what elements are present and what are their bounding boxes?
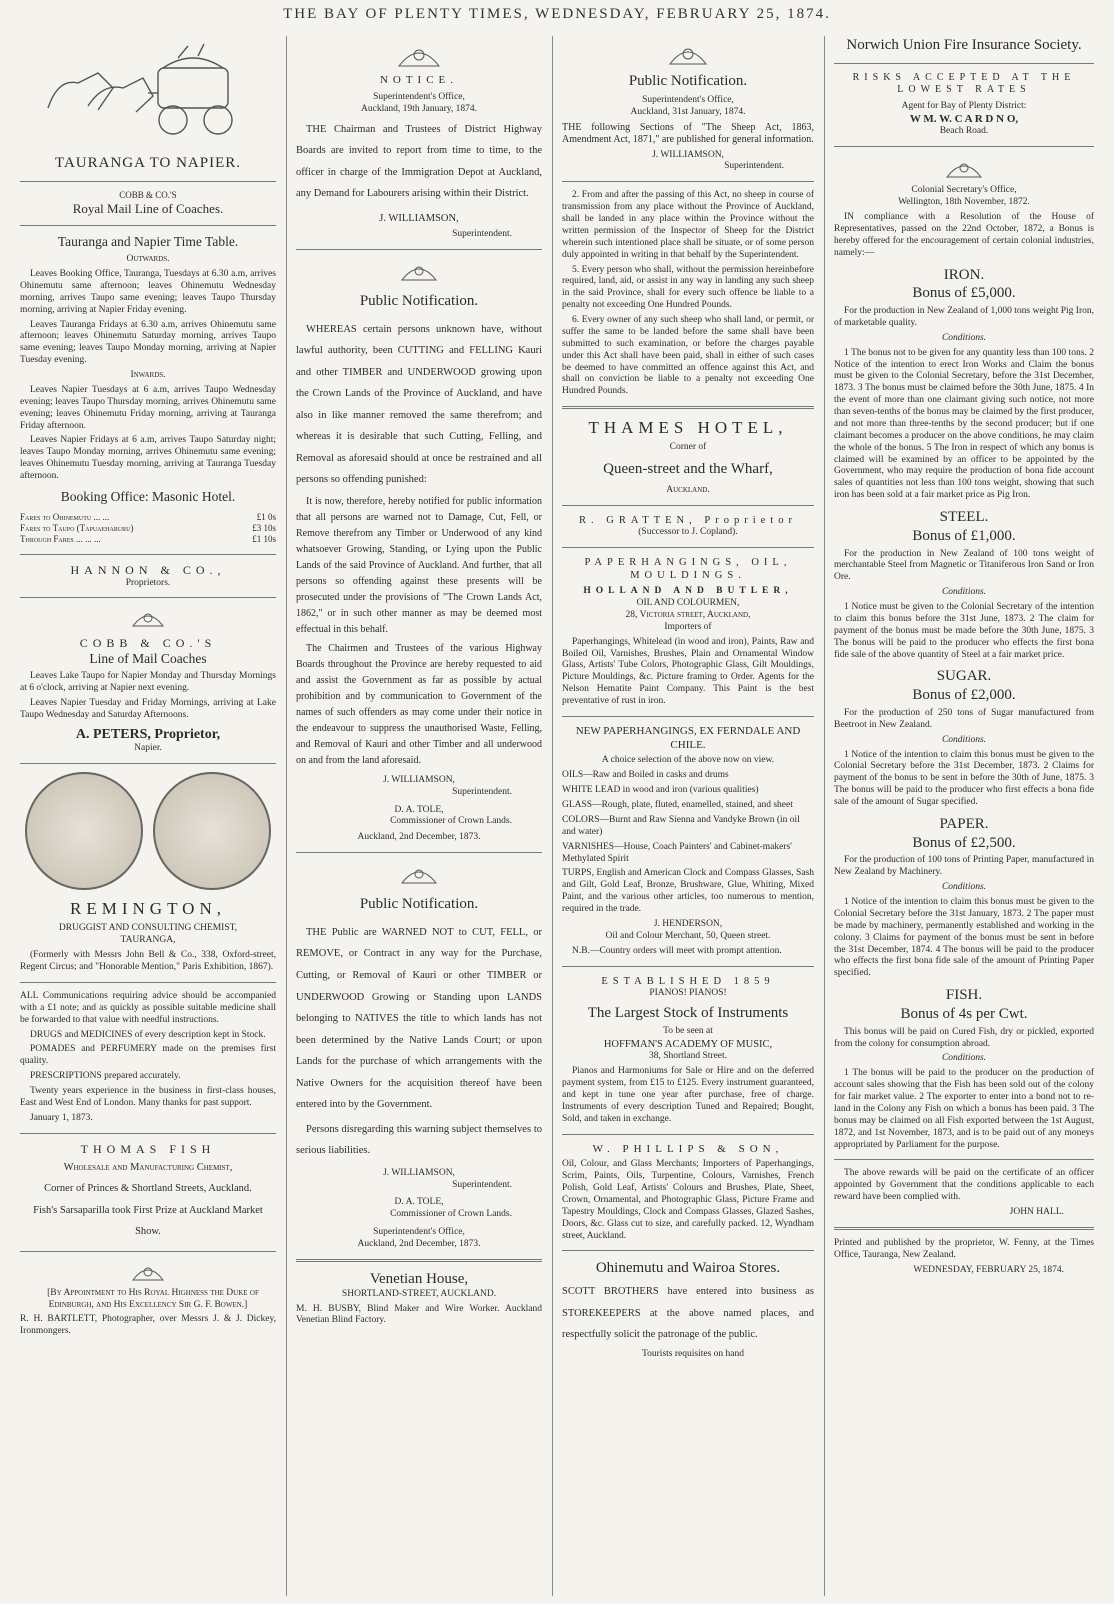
public-notification-heading-2: Public Notification. — [359, 896, 479, 913]
booking-office: Booking Office: Masonic Hotel. — [60, 488, 236, 504]
sugar-description: For the production of 250 tons of Sugar manufactured from Beetroot in New Zealand. — [834, 707, 1094, 730]
iron-bonus: Bonus of £5,000. — [912, 285, 1016, 302]
royal-crest-icon — [397, 861, 441, 887]
royal-crest-icon — [942, 155, 986, 181]
remington-name: REMINGTON, — [70, 899, 226, 919]
exhibition-medal-reverse — [153, 772, 271, 890]
scott-brothers-ad: SCOTT BROTHERS have entered into business as STOREKEEPERS at the above named places, and respectfully solicit the patronage of the public. — [562, 1286, 814, 1341]
column-4 — [828, 36, 1100, 1596]
new-paperhangings-heading: NEW PAPERHANGINGS, EX FERNDALE AND CHILE. — [575, 724, 801, 751]
druggist-title: DRUGGIST AND CONSULTING CHEMIST, — [58, 923, 238, 934]
cobb-label: COBB & CO.'S — [119, 189, 177, 200]
busby-ad: M. H. BUSBY, Blind Maker and Wire Worker. Auckland Venetian Blind Factory. — [296, 1303, 542, 1326]
phillips-name: W. PHILLIPS & SON, — [592, 1142, 784, 1155]
fares-table — [20, 512, 276, 546]
peters-location: Napier. — [134, 743, 162, 754]
public-notification-heading: Public Notification. — [628, 73, 748, 89]
fish-conditions: 1 The bonus will be paid to the producer on the production of account sales showing that the Fish has been sold out of the colony for fair market value. 2 The exporter to enter into a bond not to re-land in the Colony any Fish on which a bonus has been paid. 3 The bonus may be claimed on all Fish exported between the 1st August, 1872, and 1st November, 1873, and is to be paid out of any moneys appropriated by Parliament for the purpose. — [834, 1068, 1094, 1150]
cobb-schedule-2: Leaves Napier Tuesday and Friday Mornings, arriving at Lake Taupo Wednesday and Saturday Afternoons. — [20, 698, 276, 720]
steel-bonus: Bonus of £1,000. — [912, 527, 1016, 544]
iron-conditions: 1 The bonus not to be given for any quantity less than 100 tons. 2 Notice of the intention to erect Iron Works and Claim the bonus must be given to the Colonial Secretary, before the 31st December, 1873. 3 The bonus must be claimed before the 30th June, 1875. 4 In the event of more than one claimant giving such notice, not more than seven-tenths of the bonus may be claimed by the first producer, and not more than three-tenths by the second producer; but if one claimant becomes a producer on the above conditions, he may claim the whole of the bonus. 5 The Iron in respect of which any bonus is claimed will be examined by an officer to be appointed by the Government, who may require the production of bona fide account sales of quantities not less than 100 tons weight, showing that such iron has been sold at a fair market price as Pig Iron. — [834, 347, 1094, 501]
signature-williamson-2: J. WILLIAMSON, — [383, 1167, 455, 1178]
bonus-intro: IN compliance with a Resolution of the House of Representatives, passed on the 22nd October, 1872, a Bonus is hereby offered for the encouragement of certain colonial industries, namely:— — [834, 212, 1094, 258]
public-notification-heading: Public Notification. — [359, 292, 479, 309]
agent-label: Agent for Bay of Plenty District: — [901, 100, 1027, 111]
signature-williamson-title: Superintendent. — [452, 786, 512, 797]
persons-paragraph: Persons disregarding this warning subject themselves to serious liabilities. — [296, 1123, 542, 1157]
glass-item: GLASS—Rough, plate, fluted, enamelled, stained, and sheet — [562, 800, 793, 810]
steel-conditions-label: Conditions. — [941, 587, 987, 598]
steel-conditions: 1 Notice must be given to the Colonial Secretary of the intention to claim this bonus before the 31st June, 1873. 2 The claim for payment of the bonus must be made before the 30th June, 1875. 3 The bonus will be paid to the producer who effects the first bona fide sale of the above quantity of Steel at a fair market price. — [834, 602, 1094, 660]
risks-accepted: RISKS ACCEPTED AT THE LOWEST RATES — [852, 71, 1076, 96]
tourists-note: Tourists requisites on hand — [642, 1348, 744, 1359]
fish-heading: FISH. — [945, 987, 983, 1004]
paperhangings-list: Paperhangings, Whitelead (in wood and iron), Paints, Raw and Boiled Oil, Varnishes, Brushes, Plain and Ornamental Window Glass, Artists' Tube Colors, Photographic Glass, Gilt Mouldings, Picture Mouldings, &c. Picture framing to Order. Agents for the Nelson Hematite Paint Company. This Paint is the best preventative of rust in iron. — [562, 636, 814, 706]
column-rule — [552, 36, 553, 1596]
phillips-body: Oil, Colour, and Glass Merchants; Importers of Paperhangings, Scrim, Paints, Oils, Turpentine, Colours, Varnishes, French Polish, Gold Leaf, Artists' Colours and Brushes, Plate, Sheet, Crown, Ornamental, and Photographic Glass, Picture Frame and Tapestry Mouldings, Clock and Compass Glasses, Glazed Sashes, Doors, &c. Glass cut to size, and carefully packed. 12, Wyndham street, Auckland. — [562, 1159, 814, 1241]
column-rule — [824, 36, 825, 1596]
timetable-title: Tauranga and Napier Time Table. — [57, 234, 239, 250]
inward-trip-2: Leaves Napier Fridays at 6 a.m, arrives Taupo Saturday night; leaves Taupo Monday morning, arrives Ohinemutu same evening; leaves Ohinemutu Tuesday morning, arriving at Tauranga Tuesday afternoon. — [20, 435, 276, 481]
line-of-mail-coaches: Line of Mail Coaches — [89, 651, 207, 667]
paper-bonus: Bonus of £2,500. — [912, 834, 1016, 851]
printer-imprint: Printed and published by the proprietor, W. Fenny, at the Times Office, Tauranga, New Zealand. — [834, 1237, 1094, 1260]
paper-description: For the production of 100 tons of Printing Paper, manufactured in New Zealand by Machinery. — [834, 855, 1094, 878]
sugar-conditions: 1 Notice of the intention to claim this bonus must be given to the Colonial Secretary before the 31st December, 1873. 2 Claims for payment of the bonus to be sent in before the 30th of June, 1875. 3 The bonus will be paid to the producer who first effects a bona fide sale of the amount of Sugar specified. — [834, 749, 1094, 807]
holland-butler-address: 28, Victoria street, Auckland, — [625, 609, 751, 620]
royal-crest-icon — [128, 1260, 168, 1284]
paper-heading: PAPER. — [939, 815, 989, 832]
office-line: Superintendent's Office, — [373, 1227, 465, 1238]
remington-prescriptions: PRESCRIPTIONS prepared accurately. — [30, 1071, 181, 1082]
sheep-section-6: 6. Every owner of any such sheep who shall land, or permit, or suffer the same to be landed before the same shall have been submitted to such examination, or before the charges payable under this Act shall have been paid, shall in either of such cases be deemed to have committed an offence against this Act, and shall on conviction be liable to a penalty not exceeding One Hundred Pounds. — [562, 315, 814, 397]
sheep-act-intro: THE following Sections of "The Sheep Act, 1863, Amendment Act, 1871," are published for general information. — [562, 121, 814, 145]
chairmen-paragraph: The Chairmen and Trustees of the various Highway Boards throughout the Province are hereby requested to aid and assist the Government as far as possible by actual prohibition and by communication to Government of the names of such offenders as may come under their notice in the endeavour to suppress the unauthorised Waste, Felling, and Removal of Kauri and other Timber and all underwood on and from the land aforesaid. — [296, 642, 542, 766]
signature: J. WILLIAMSON, — [652, 149, 724, 160]
fare-row: Fares to Taupo (Tapuaeharuru) £3 10s — [20, 523, 276, 533]
exhibition-medal-obverse — [25, 772, 143, 890]
oils-item: OILS—Raw and Boiled in casks and drums — [562, 770, 729, 781]
remington-communications: ALL Communications requiring advice should be accompanied with a £1 note; and as quickly as possible suitable medicine shall be forwarded to that value with needful instructions. — [20, 990, 276, 1025]
imprint-date: WEDNESDAY, FEBRUARY 25, 1874. — [913, 1264, 1064, 1275]
piano-terms: Pianos and Harmoniums for Sale or Hire and on the deferred payment system, from £15 to £125. Every instrument guaranteed, and kept in tune one year after purchase, free of charge. Instruments of every description Tuned and Repaired; Bought, Sold, and taken in exchange. — [562, 1066, 814, 1124]
notification-date: Auckland, 2nd December, 1873. — [357, 832, 481, 843]
remington-location: TAURANGA, — [120, 935, 176, 946]
sugar-heading: SUGAR. — [936, 668, 992, 685]
established-heading: ESTABLISHED 1859 — [601, 975, 775, 987]
sheep-section-5: 5. Every person who shall, without the permission hereinbefore required, land, aid, or assist in any way in landing any such sheep in the said Province, shall for every such offence be liable to a penalty not exceeding One Hundred Pounds. — [562, 264, 814, 311]
gratten-proprietor: R. GRATTEN, Proprietor — [579, 514, 797, 526]
inwards-heading: Inwards. — [130, 370, 166, 380]
white-lead-item: WHITE LEAD in wood and iron (various qualities) — [562, 785, 759, 796]
thomas-fish-title: Wholesale and Manufacturing Chemist, — [63, 1161, 233, 1173]
notice-date: Auckland, 19th January, 1874. — [361, 103, 477, 114]
royal-appointment: [By Appointment to His Royal Highness the Duke of Edinburgh, and His Excellency Sir G. F. Bowen.] — [47, 1287, 259, 1310]
inward-trip-1: Leaves Napier Tuesdays at 6 a.m, arrives Taupo Wednesday evening; leaves Taupo Thursday morning, arrives Ohinemutu same evening; leaves Ohinemutu Friday morning, arriving at Tauranga Friday afternoon. — [20, 384, 276, 431]
remington-formerly: (Formerly with Messrs John Bell & Co., 338, Oxford-street, Regent Circus; and "Honorable Mention," Paris Exhibition, 1867). — [20, 950, 276, 972]
bartlett-ad: R. H. BARTLETT, Photographer, over Messrs J. & J. Dickey, Ironmongers. — [20, 1314, 276, 1337]
medal-images — [20, 772, 276, 890]
john-hall-signature: JOHN HALL. — [1009, 1207, 1064, 1217]
notification-date: Auckland, 31st January, 1874. — [630, 106, 746, 117]
column-1 — [14, 36, 282, 1596]
venetian-house-heading: Venetian House, — [369, 1270, 469, 1287]
thames-city: Auckland. — [666, 485, 710, 495]
paper-conditions: 1 Notice of the intention to claim this bonus must be given to the Colonial Secretary before the 31st January, 1873. 2 The paper must be made by machinery, permanently established and working in the colony. 3 Claims for payment of the bonus must be sent in before the 31st December, 1874. 4 The bonus will be paid to the producer who effects the first bona fide sale of the amount of Printing Paper specified. — [834, 897, 1094, 979]
royal-crest-icon — [665, 40, 711, 68]
holland-butler-name: HOLLAND AND BUTLER, — [583, 586, 793, 597]
to-be-seen: To be seen at — [663, 1026, 713, 1037]
sugar-bonus: Bonus of £2,000. — [912, 687, 1016, 704]
ohinemutu-stores-heading: Ohinemutu and Wairoa Stores. — [595, 1260, 781, 1277]
coach-heading: TAURANGA TO NAPIER. — [54, 155, 241, 171]
paper-conditions-label: Conditions. — [941, 882, 987, 893]
notified-paragraph: It is now, therefore, hereby notified for public information that all persons are warned not to Damage, Cut, Fell, or Remove therefrom any Timber or Underwood of any kind whatsoever Growing, Standing, or Lying upon the Public Lands of the said Province of Auckland. And further, that all persons so offending against these presents will be prosecuted under the provisions of "The Crown Lands Act, 1862," or in such other manner as may be deemed most effectual in this behalf. — [296, 495, 542, 635]
thames-address: Queen-street and the Wharf, — [603, 461, 773, 478]
steel-description: For the production in New Zealand of 100 tons weight of merchantable Steel from Magnetic or Titaniferous Iron Sand or Iron Ore. — [834, 548, 1094, 583]
royal-crest-icon — [394, 40, 444, 70]
cobb-heading: COBB & CO.'S — [79, 636, 217, 651]
fish-bonus: Bonus of 4s per Cwt. — [900, 1005, 1028, 1022]
column-rule — [286, 36, 287, 1596]
hoffman-academy: HOFFMAN'S ACADEMY OF MUSIC, — [603, 1039, 773, 1051]
notification-office: Superintendent's Office, — [642, 94, 734, 105]
thomas-fish-address: Corner of Princes & Shortland Streets, Auckland. — [44, 1183, 252, 1195]
royal-crest-icon — [397, 258, 441, 284]
outwards-heading: Outwards. — [126, 254, 170, 265]
royal-mail-title: Royal Mail Line of Coaches. — [72, 201, 224, 216]
hoffman-address: 38, Shortland Street. — [648, 1051, 728, 1062]
venetian-address: SHORTLAND-STREET, AUCKLAND. — [341, 1288, 497, 1299]
notice-office: Superintendent's Office, — [373, 91, 465, 102]
masthead: THE BAY OF PLENTY TIMES, WEDNESDAY, FEBRUARY 25, 1874. — [283, 6, 831, 22]
varnishes-item: VARNISHES—House, Coach Painters' and Cabinet-makers' Methylated Spirit — [562, 841, 792, 864]
remington-drugs: DRUGS and MEDICINES of every description kept in Stock. — [30, 1029, 266, 1040]
thames-corner: Corner of — [669, 442, 707, 453]
remington-pomades: POMADES and PERFUMERY made on the premises first quality. — [20, 1044, 276, 1067]
paperhangings-heading: PAPERHANGINGS, OIL, MOULDINGS. — [584, 556, 792, 581]
notice-signature: J. WILLIAMSON, — [379, 212, 459, 224]
iron-description: For the production in New Zealand of 1,000 tons weight Pig Iron, of marketable quality. — [834, 306, 1094, 328]
turps-item: TURPS, English and American Clock and Compass Glasses, Sash and Gilt, Gold Leaf, Bronze, Brushware, Glue, Whiting, Mixed Paint, and the various other articles, too numerous to mention, required in the trade. — [562, 868, 814, 914]
agent-name: W M. W. C A R D N O, — [909, 112, 1019, 125]
cobb-schedule-1: Leaves Lake Taupo for Napier Monday and Thursday Mornings at 6 o'clock, arriving at Napier next evening. — [20, 671, 276, 694]
outward-trip-2: Leaves Tauranga Fridays at 6.30 a.m, arrives Ohinemutu same afternoon; leaves Ohinemutu Saturday morning, arrives Taupo same evening; leaves Taupo Monday morning, arriving at Napier Tuesday evening. — [20, 319, 276, 366]
henderson-trade: Oil and Colour Merchant, 50, Queen street. — [605, 930, 771, 941]
gratten-successor: (Successor to J. Copland). — [638, 527, 738, 537]
colors-item: COLORS—Burnt and Raw Sienna and Vandyke Brown (in oil and water) — [562, 814, 800, 837]
choice-selection: A choice selection of the above now on view. — [601, 755, 775, 766]
stagecoach-illustration — [28, 38, 258, 148]
remington-experience: Twenty years experience in the business in first-class houses, East and West End of London. Many thanks for past support. — [20, 1086, 276, 1108]
column-3 — [556, 36, 820, 1596]
fare-row: Fares to Ohinemutu ... ... £1 0s — [20, 511, 276, 522]
peters-name: A. PETERS, Proprietor, — [75, 726, 221, 742]
notice-signature-title: Superintendent. — [452, 229, 512, 240]
henderson-name: J. HENDERSON, — [653, 918, 723, 929]
signature-williamson-2-title: Superintendent. — [452, 1179, 512, 1190]
thames-hotel-heading: THAMES HOTEL, — [588, 418, 788, 438]
iron-heading: IRON. — [943, 266, 985, 283]
outward-trip-1: Leaves Booking Office, Tauranga, Tuesdays at 6.30 a.m, arrives Ohinemutu same afternoon; leaves Ohinemutu Wednesday morning, arrives Taupo same evening; leaves Taupo Thursday morning, arriving at Napier Friday evening. — [20, 269, 276, 315]
importers-label: Importers of — [664, 621, 712, 632]
warning-paragraph: THE Public are WARNED NOT to CUT, FELL, or REMOVE, or Contract in any way for the Purchase, Cutting, or Removal of Kauri or other TIMBER or UNDERWOOD Growing or Standing upon LANDS belonging to NATIVES the title to which lands has not been determined by the Native Lands Court; or upon Lands for the purchase of which arrangements with the Native Owners for the acquisition thereof have been entered into by the Government. — [296, 926, 542, 1111]
royal-crest-icon — [128, 606, 168, 630]
country-orders-note: N.B.—Country orders will meet with prompt attention. — [572, 945, 782, 956]
signature-williamson: J. WILLIAMSON, — [383, 774, 455, 785]
steel-heading: STEEL. — [939, 509, 989, 525]
colonial-office: Colonial Secretary's Office, — [911, 185, 1017, 196]
holland-butler-trade: OIL AND COLOURMEN, — [636, 598, 740, 608]
signature-tole-title: Commissioner of Crown Lands. — [390, 816, 512, 827]
notice-heading: NOTICE. — [379, 74, 459, 86]
sheep-section-2: 2. From and after the passing of this Act, no sheep in course of transmission from any place without the Province of Auckland, shall be landed in any place within the Province without the written permission of the Inspector of Sheep for the District wherein such intentioned place shall be situate, or of some person duly appointed in writing in that behalf by the Superintendent. — [562, 190, 814, 260]
sarsaparilla-note: Fish's Sarsaparilla took First Prize at Auckland Market Show. — [33, 1204, 263, 1238]
signature-tole: D. A. TOLE, — [394, 804, 444, 815]
signature-tole-2-title: Commissioner of Crown Lands. — [390, 1209, 512, 1220]
largest-stock-heading: The Largest Stock of Instruments — [587, 1004, 789, 1021]
sugar-conditions-label: Conditions. — [941, 734, 987, 745]
hannon-name: HANNON & CO., — [70, 562, 226, 577]
colonial-date: Wellington, 18th November, 1872. — [898, 197, 1030, 208]
signature-tole-2: D. A. TOLE, — [394, 1197, 444, 1208]
signature-title: Superintendent. — [724, 161, 784, 172]
thomas-fish-name: THOMAS FISH — [80, 1141, 216, 1156]
rewards-note: The above rewards will be paid on the certificate of an officer appointed by Government that the conditions applicable to each reward have been complied with. — [834, 1168, 1094, 1203]
hannon-proprietors: Proprietors. — [125, 577, 171, 588]
date-line: Auckland, 2nd December, 1873. — [357, 1239, 481, 1249]
notice-body: THE Chairman and Trustees of District Highway Boards are invited to report from time to time, to the officer in charge of the Immigration Depot at Auckland, any Demand for Labourers arising within their District. — [296, 123, 542, 200]
fish-description: This bonus will be paid on Cured Fish, dry or pickled, exported from the colony for consumption abroad. — [834, 1026, 1094, 1049]
norwich-union-heading: Norwich Union Fire Insurance Society. — [846, 37, 1082, 53]
iron-conditions-label: Conditions. — [941, 332, 987, 343]
fare-row: Through Fares ... ... ... £1 10s — [20, 534, 276, 545]
fish-conditions-label: Conditions. — [941, 1053, 987, 1064]
whereas-paragraph: WHEREAS certain persons unknown have, without lawful authority, been CUTTING and FELLING Kauri and other TIMBER and UNDERWOOD growing upon the Crown Lands of the Province of Auckland, and have also in like manner removed the same therefrom; and whereas it is desirable that such Cutting, Felling, and Removal as aforesaid should at once be restrained and all persons so offending punished: — [296, 323, 542, 486]
pianos-heading: PIANOS! PIANOS! — [649, 987, 727, 998]
column-2 — [290, 36, 548, 1596]
remington-date: January 1, 1873. — [30, 1112, 93, 1123]
agent-address: Beach Road. — [939, 126, 989, 137]
